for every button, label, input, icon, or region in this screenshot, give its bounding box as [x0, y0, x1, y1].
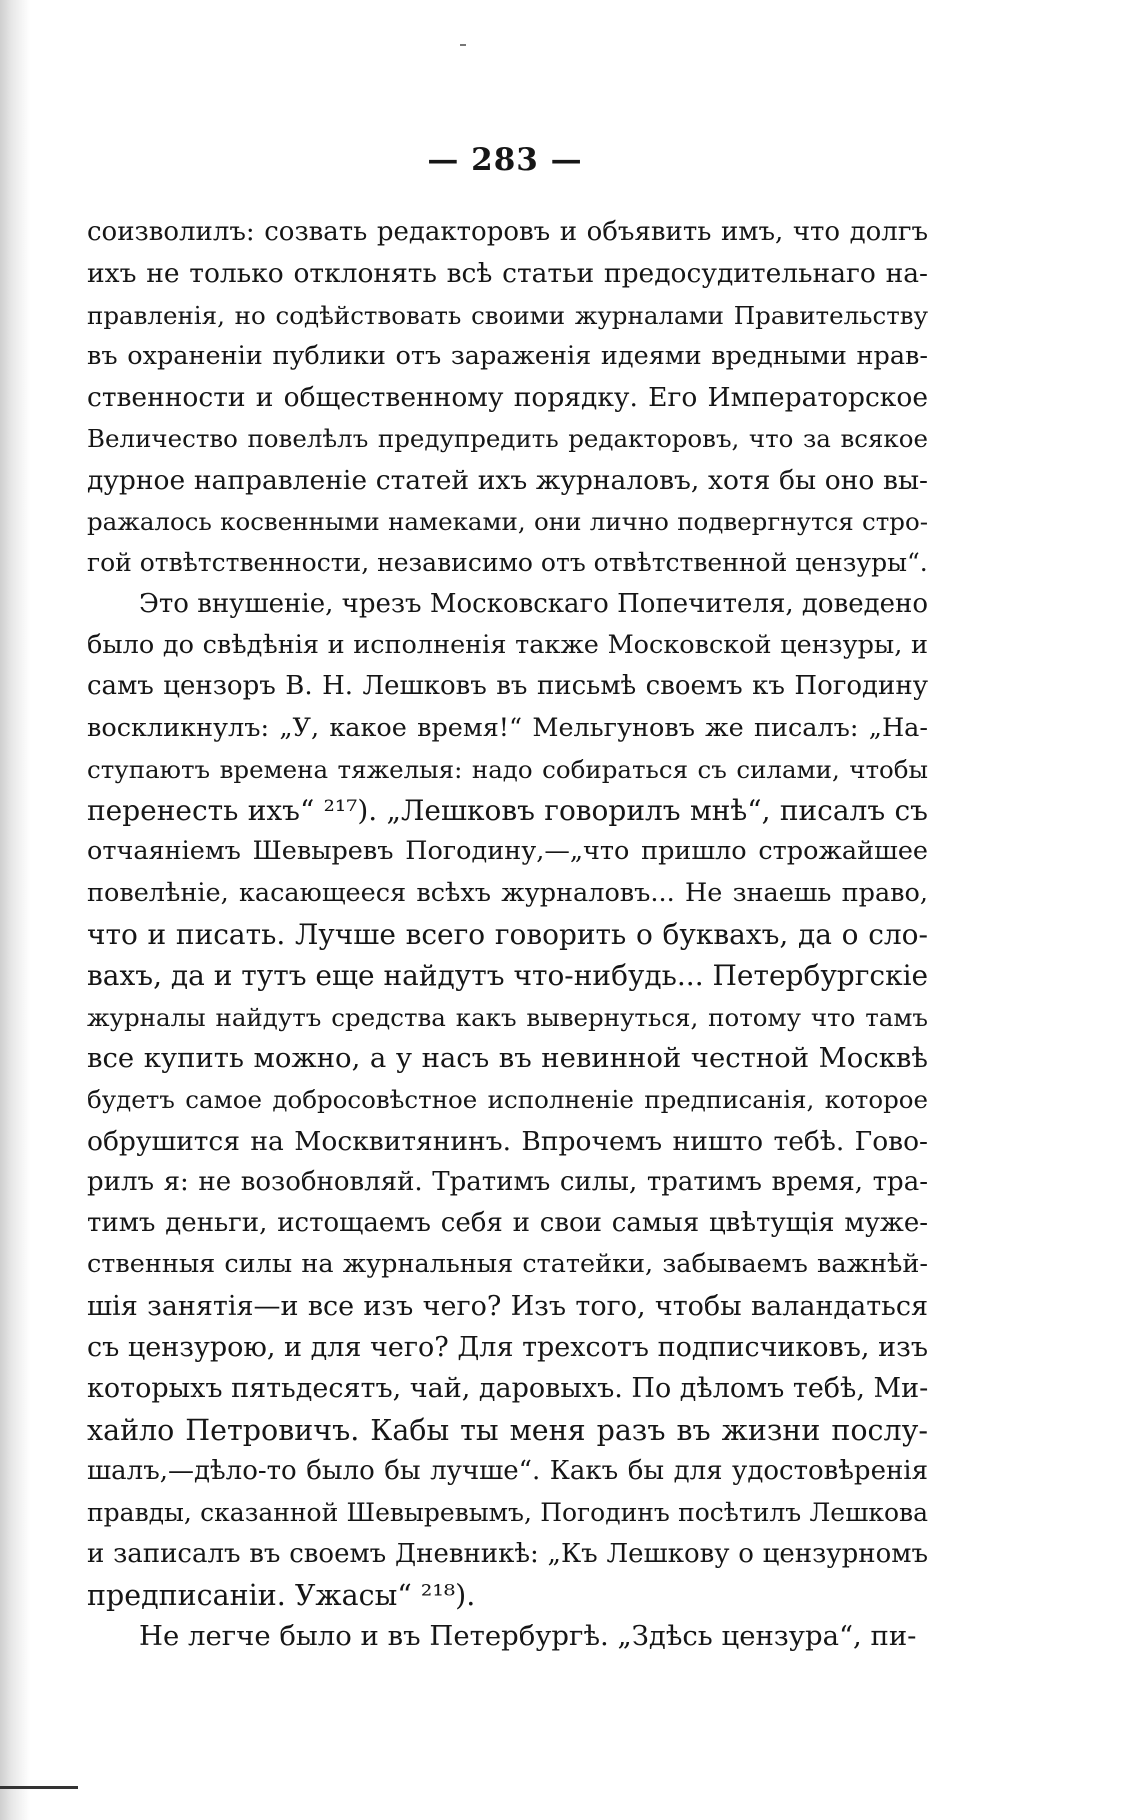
text-line: гой отвѣтственности, независимо отъ отвѣтственной цензуры“. [87, 548, 928, 578]
text-line: Величество повелѣлъ предупредить редакторовъ, что за всякое [87, 424, 928, 454]
body-text [87, 212, 928, 1657]
paragraph-start-line: Это внушеніе, чрезъ Московскаго Попечителя, доведено [139, 588, 928, 619]
text-line: вахъ, да и тутъ еще найдутъ что-нибудь... Петербургскіе [87, 959, 928, 993]
text-line: ражалось косвенными намеками, они лично подвергнутся стро- [87, 507, 928, 537]
text-line: рилъ я: не возобновляй. Тратимъ силы, тратимъ время, тра- [87, 1166, 928, 1197]
text-line: все купить можно, а у насъ въ невинной честной Москвѣ [87, 1041, 928, 1074]
text-line: ственныя силы на журнальныя статейки, забываемъ важнѣй- [87, 1249, 928, 1280]
text-line: съ цензурою, и для чего? Для трехсотъ подписчиковъ, изъ [87, 1332, 928, 1364]
text-line: правленія, но содѣйствовать своими журналами Правительству [87, 300, 928, 330]
text-line: правды, сказанной Шевыревымъ, Погодинъ посѣтилъ Лешкова [87, 1498, 928, 1528]
text-line: журналы найдутъ средства какъ вывернуться, потому что тамъ [87, 1002, 928, 1032]
scan-bottom-mark [0, 1786, 78, 1789]
text-line: тимъ деньги, истощаемъ себя и свои самыя цвѣтущія муже- [87, 1208, 928, 1239]
scan-left-edge-shadow [0, 0, 30, 1820]
text-line: самъ цензоръ В. Н. Лешковъ въ письмѣ своемъ къ Погодину [87, 671, 928, 702]
page-number: — 283 — [427, 142, 583, 178]
paragraph-start-line: Не легче было и въ Петербургѣ. „Здѣсь цензура“, пи- [139, 1620, 917, 1653]
text-line: и записалъ въ своемъ Дневникѣ: „Къ Лешкову о цензурномъ [87, 1538, 928, 1569]
text-line: ственности и общественному порядку. Его Императорское [87, 382, 928, 414]
text-line: обрушится на Москвитянинъ. Впрочемъ ништо тебѣ. Гово- [87, 1125, 928, 1157]
text-line: перенесть ихъ“ ²¹⁷). „Лешковъ говорилъ мнѣ“, писалъ съ [87, 794, 928, 828]
text-line: ступаютъ времена тяжелыя: надо собираться съ силами, чтобы [87, 754, 928, 784]
text-line: было до свѣдѣнія и исполненія также Московской цензуры, и [87, 629, 928, 660]
text-line: которыхъ пятьдесятъ, чай, даровыхъ. По дѣломъ тебѣ, Ми- [87, 1373, 928, 1405]
text-line: будетъ самое добросовѣстное исполненіе предписанія, которое [87, 1085, 928, 1115]
text-line: предписаніи. Ужасы“ ²¹⁸). [87, 1578, 476, 1612]
scan-speck [460, 44, 466, 46]
text-line: воскликнулъ: „У, какое время!“ Мельгуновъ же писалъ: „На- [87, 712, 928, 743]
text-line: что и писать. Лучше всего говорить о буквахъ, да о сло- [87, 918, 928, 952]
text-line: повелѣніе, касающееся всѣхъ журналовъ... Не знаешь право, [87, 877, 928, 908]
text-line: ихъ не только отклонять всѣ статьи предосудительнаго на- [87, 258, 928, 290]
text-line: въ охраненіи публики отъ зараженія идеями вредными нрав- [87, 340, 928, 371]
text-line: шія занятія—и все изъ чего? Изъ того, чтобы валандаться [87, 1290, 928, 1322]
text-line: хайло Петровичъ. Кабы ты меня разъ въ жизни послу- [87, 1413, 928, 1447]
text-line: шалъ,—дѣло-то было бы лучше“. Какъ бы для удостовѣренія [87, 1455, 928, 1486]
text-line: соизволилъ: созвать редакторовъ и объявить имъ, что долгъ [87, 217, 928, 247]
text-line: отчаяніемъ Шевыревъ Погодину,—„что пришло строжайшее [87, 836, 928, 867]
text-line: дурное направленіе статей ихъ журналовъ, хотя бы оно вы- [87, 464, 928, 496]
